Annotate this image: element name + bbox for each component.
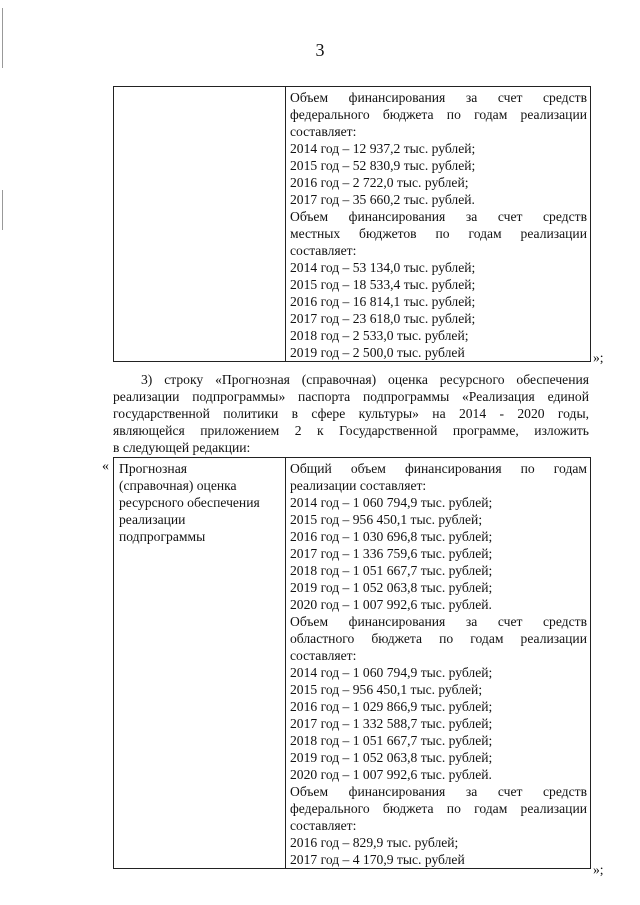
scan-margin-mark bbox=[2, 8, 3, 68]
table2-line: областного бюджета по годам реализации bbox=[290, 631, 587, 646]
paragraph-line: реализации подпрограммы» паспорта подпрограммы «Реализация единой bbox=[113, 389, 589, 404]
table1-line: Объем финансирования за счет средств bbox=[290, 90, 587, 105]
table2-line: 2019 год – 1 052 063,8 тыс. рублей; bbox=[290, 580, 493, 595]
paragraph-line: в следующей редакции: bbox=[113, 440, 251, 455]
table1-line: Объем финансирования за счет средств bbox=[290, 209, 587, 224]
table1-line: 2017 год – 35 660,2 тыс. рублей. bbox=[290, 192, 475, 207]
table2-left-line: Прогнозная bbox=[119, 461, 187, 476]
table2-line: составляет: bbox=[290, 818, 357, 833]
table1-line: 2018 год – 2 533,0 тыс. рублей; bbox=[290, 328, 469, 343]
funding-table-continued bbox=[113, 86, 591, 362]
table1-line: 2014 год – 12 937,2 тыс. рублей; bbox=[290, 141, 476, 156]
table1-line: 2017 год – 23 618,0 тыс. рублей; bbox=[290, 311, 476, 326]
table2-line: 2020 год – 1 007 992,6 тыс. рублей. bbox=[290, 767, 492, 782]
table2-line: 2014 год – 1 060 794,9 тыс. рублей; bbox=[290, 495, 493, 510]
table2-line: 2017 год – 4 170,9 тыс. рублей bbox=[290, 852, 465, 867]
amendment-paragraph bbox=[113, 371, 589, 456]
table1-line: федерального бюджета по годам реализации bbox=[290, 107, 587, 122]
table2-line: 2016 год – 829,9 тыс. рублей; bbox=[290, 835, 459, 850]
table2-left-line: реализации bbox=[119, 512, 186, 527]
table2-left-line: подпрограммы bbox=[119, 529, 206, 544]
table2-closing-quote: »; bbox=[593, 862, 604, 877]
table1-line: 2019 год – 2 500,0 тыс. рублей bbox=[290, 345, 465, 360]
table2-line: 2018 год – 1 051 667,7 тыс. рублей; bbox=[290, 733, 493, 748]
table2-right-cell bbox=[286, 458, 590, 868]
table1-line: 2015 год – 18 533,4 тыс. рублей; bbox=[290, 277, 476, 292]
table2-line: 2016 год – 1 029 866,9 тыс. рублей; bbox=[290, 699, 493, 714]
table2-line: 2017 год – 1 332 588,7 тыс. рублей; bbox=[290, 716, 493, 731]
table1-line: 2016 год – 16 814,1 тыс. рублей; bbox=[290, 294, 476, 309]
table2-line: 2014 год – 1 060 794,9 тыс. рублей; bbox=[290, 665, 493, 680]
table2-line: 2015 год – 956 450,1 тыс. рублей; bbox=[290, 512, 483, 527]
table2-left-line: (справочная) оценка bbox=[119, 478, 237, 493]
table2-line: составляет: bbox=[290, 648, 357, 663]
table2-opening-quote: « bbox=[102, 459, 109, 474]
table1-left-cell bbox=[114, 87, 286, 361]
table1-line: 2014 год – 53 134,0 тыс. рублей; bbox=[290, 260, 476, 275]
table2-line: Объем финансирования за счет средств bbox=[290, 614, 587, 629]
table2-line: 2016 год – 1 030 696,8 тыс. рублей; bbox=[290, 529, 493, 544]
table2-line: 2020 год – 1 007 992,6 тыс. рублей. bbox=[290, 597, 492, 612]
table2-line: 2017 год – 1 336 759,6 тыс. рублей; bbox=[290, 546, 493, 561]
scan-margin-mark bbox=[2, 190, 3, 230]
table1-line: 2015 год – 52 830,9 тыс. рублей; bbox=[290, 158, 476, 173]
table1-line: местных бюджетов по годам реализации bbox=[290, 226, 587, 241]
table1-line: составляет: bbox=[290, 243, 357, 258]
table2-line: 2015 год – 956 450,1 тыс. рублей; bbox=[290, 682, 483, 697]
table1-closing-quote: »; bbox=[593, 350, 604, 365]
table2-line: реализации составляет: bbox=[290, 478, 427, 493]
table2-line: 2018 год – 1 051 667,7 тыс. рублей; bbox=[290, 563, 493, 578]
table2-line: федерального бюджета по годам реализации bbox=[290, 801, 587, 816]
paragraph-line: являющейся приложением 2 к Государственной программе, изложить bbox=[113, 423, 589, 438]
table2-left-line: ресурсного обеспечения bbox=[119, 495, 260, 510]
table1-right-cell bbox=[286, 87, 590, 361]
page-number: 3 bbox=[315, 40, 325, 60]
table2-line: 2019 год – 1 052 063,8 тыс. рублей; bbox=[290, 750, 493, 765]
table2-line: Общий объем финансирования по годам bbox=[290, 461, 587, 476]
table1-line: составляет: bbox=[290, 124, 357, 139]
table2-left-cell bbox=[114, 458, 286, 868]
funding-table-new bbox=[113, 457, 591, 869]
paragraph-line: государственной политики в сфере культуры» на 2014 - 2020 годы, bbox=[113, 406, 589, 421]
table2-line: Объем финансирования за счет средств bbox=[290, 784, 587, 799]
table1-line: 2016 год – 2 722,0 тыс. рублей; bbox=[290, 175, 469, 190]
paragraph-line: 3) строку «Прогнозная (справочная) оценка ресурсного обеспечения bbox=[141, 372, 589, 387]
